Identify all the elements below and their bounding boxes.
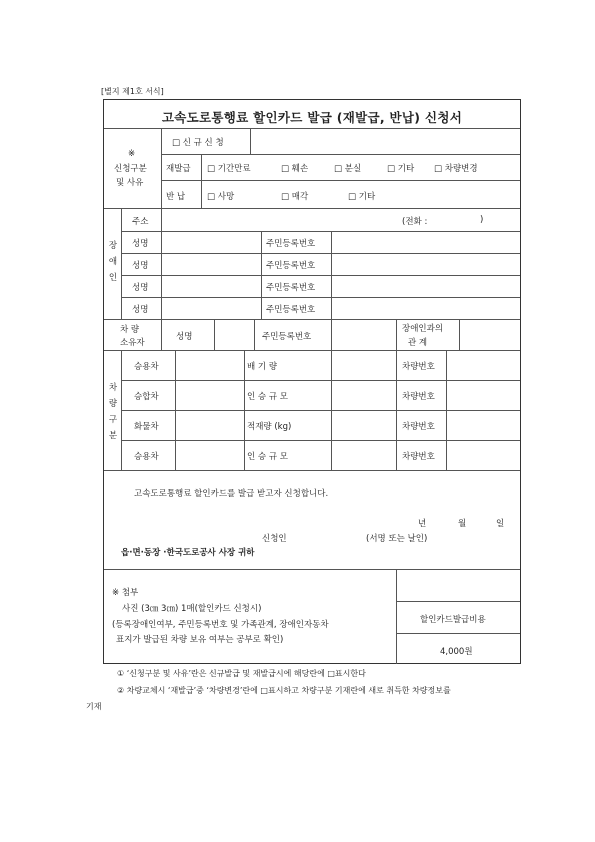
divider (331, 350, 332, 470)
plate-label: 차량번호 (402, 452, 435, 462)
reissue-option-damaged[interactable]: □ 훼손 (281, 164, 309, 174)
divider (331, 231, 332, 319)
form-title: 고속도로통행료 할인카드 발급 (재발급, 반납) 신청서 (161, 110, 463, 125)
required-mark: ※ (128, 149, 136, 159)
reissue-option-expired[interactable]: □ 기간만료 (207, 164, 251, 174)
vehicle-spec-label: 적재량 (kg) (247, 422, 292, 432)
phone-close: ) (480, 215, 484, 225)
relation-label: 장애인과의 (402, 324, 444, 334)
divider (250, 128, 251, 154)
divider (396, 350, 397, 470)
fee-value: 4,000원 (440, 647, 473, 657)
id-number-label: 주민등록번호 (266, 305, 316, 315)
divider (161, 154, 520, 155)
divider (396, 601, 520, 602)
divider (121, 253, 520, 254)
plate-label: 차량번호 (402, 422, 435, 432)
addressee: 읍·면·동장 ·한국도로공사 사장 귀하 (121, 548, 255, 558)
divider (161, 319, 162, 350)
divider (396, 319, 397, 350)
vehicle-spec-label: 배 기 량 (247, 362, 278, 372)
divider (121, 208, 122, 319)
divider (459, 319, 460, 350)
vehicle-type: 화물차 (134, 422, 159, 432)
divider (244, 350, 245, 470)
owner-id-label: 주민등록번호 (262, 332, 312, 342)
signature-label: (서명 또는 날인) (366, 534, 428, 544)
owner-name-label: 성명 (176, 332, 193, 342)
note-1: ① ‘신청구분 및 사유’란은 신규발급 및 재발급시에 해당란에 □표시한다 (117, 669, 366, 678)
apply-type-label: 신청구분 (114, 164, 147, 174)
divider (261, 231, 262, 319)
divider (121, 410, 520, 411)
id-number-label: 주민등록번호 (266, 239, 316, 249)
divider (161, 128, 162, 208)
phone-label: (전화 : (402, 217, 428, 227)
attachment-photo: 사진 (3㎝ 3㎝) 1매(할인카드 신청시) (122, 604, 262, 614)
attachment-note: (등록장애인여부, 주민등록번호 및 가족관계, 장애인자동차 (112, 620, 329, 630)
relation-label-2: 관 계 (408, 338, 428, 348)
declaration-text: 고속도로통행료 할인카드를 발급 받고자 신청합니다. (134, 489, 329, 499)
application-form (103, 99, 521, 664)
divider (331, 319, 332, 350)
reissue-option-other[interactable]: □ 기타 (387, 164, 415, 174)
date-day: 일 (496, 519, 505, 529)
owner-label-2: 소유자 (120, 338, 145, 348)
id-number-label: 주민등록번호 (266, 261, 316, 271)
plate-label: 차량번호 (402, 362, 435, 372)
vehicle-type: 승합차 (134, 392, 159, 402)
apply-type-label-2: 및 사유 (116, 178, 144, 188)
divider (214, 319, 215, 350)
note-2: ② 차량교체시 ‘재발급’중 ‘차량변경’란에 □표시하고 차량구분 기재란에 새로 취득한 차량정보를 (117, 686, 451, 695)
vehicle-section-label: 차 량 구 분 (108, 383, 118, 441)
reissue-option-vehicle-change[interactable]: □ 차량변경 (434, 164, 478, 174)
form-number: [별지 제1호 서식] (101, 87, 164, 96)
divider (446, 350, 447, 470)
attachments-title: ※ 첨부 (112, 588, 139, 598)
divider (104, 319, 520, 320)
name-label: 성명 (132, 261, 149, 271)
divider (201, 154, 202, 208)
disabled-section-label: 장 애 인 (108, 241, 118, 283)
owner-label: 차 량 (120, 325, 140, 335)
name-label: 성명 (132, 305, 149, 315)
date-year: 년 (418, 519, 427, 529)
divider (161, 180, 520, 181)
plate-label: 차량번호 (402, 392, 435, 402)
date-month: 월 (458, 519, 467, 529)
divider (121, 275, 520, 276)
divider (121, 380, 520, 381)
divider (104, 128, 520, 129)
return-label: 반 납 (166, 192, 186, 202)
divider (121, 231, 520, 232)
divider (396, 633, 520, 634)
vehicle-type: 승용차 (134, 452, 159, 462)
return-option-death[interactable]: □ 사망 (207, 192, 235, 202)
divider (254, 319, 255, 350)
new-issue-checkbox[interactable]: □ 신 규 신 청 (172, 138, 224, 148)
id-number-label: 주민등록번호 (266, 283, 316, 293)
reissue-label: 재발급 (166, 164, 191, 174)
divider (396, 569, 397, 664)
applicant-label: 신청인 (262, 534, 287, 544)
fee-label: 할인카드발급비용 (420, 615, 486, 625)
divider (161, 208, 162, 319)
return-option-other[interactable]: □ 기타 (348, 192, 376, 202)
divider (104, 208, 520, 209)
attachment-note-2: 표지가 발급된 차량 보유 여부는 공부로 확인) (116, 635, 284, 645)
divider (121, 350, 122, 470)
vehicle-spec-label: 인 승 규 모 (247, 452, 288, 462)
divider (104, 350, 520, 351)
divider (121, 297, 520, 298)
divider (104, 569, 520, 570)
name-label: 성명 (132, 239, 149, 249)
vehicle-type: 승용차 (134, 362, 159, 372)
divider (104, 470, 520, 471)
name-label: 성명 (132, 283, 149, 293)
divider (121, 440, 520, 441)
reissue-option-lost[interactable]: □ 분실 (334, 164, 362, 174)
note-2-continued: 기재 (86, 702, 102, 711)
divider (175, 350, 176, 470)
return-option-sold[interactable]: □ 매각 (281, 192, 309, 202)
address-label: 주소 (132, 217, 149, 227)
vehicle-spec-label: 인 승 규 모 (247, 392, 288, 402)
